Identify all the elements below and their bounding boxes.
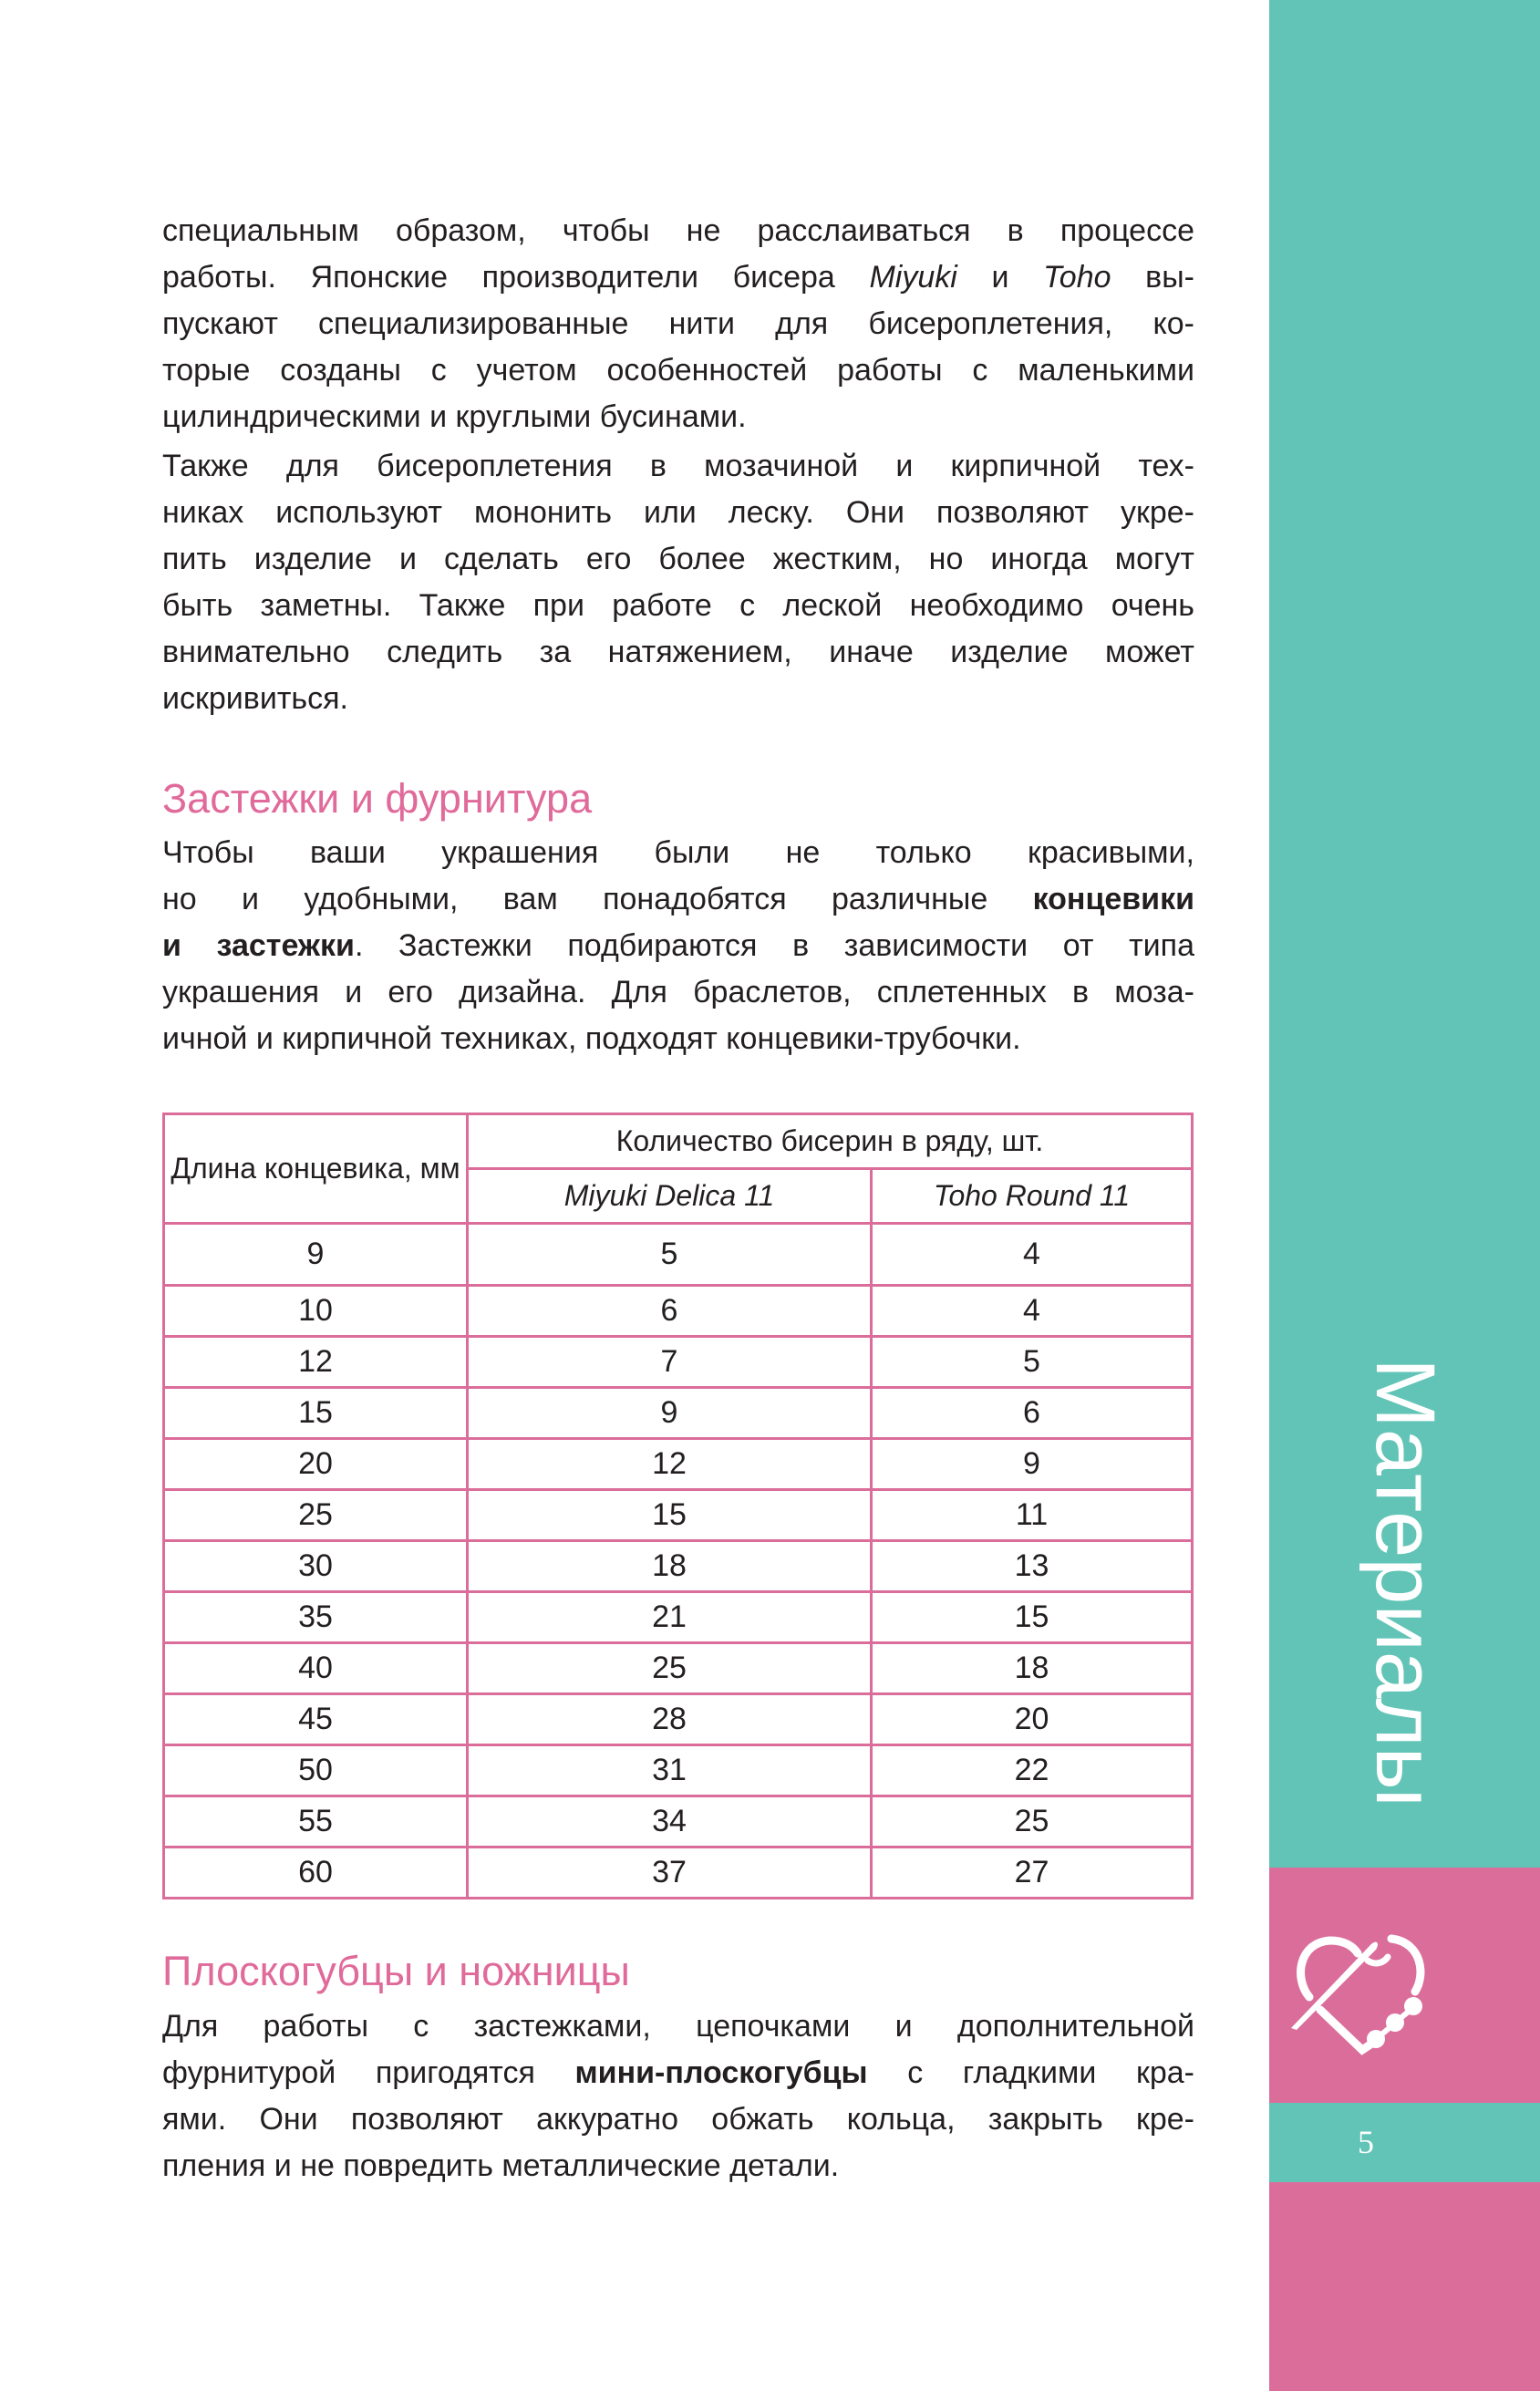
- table-row: [164, 1286, 1193, 1337]
- cell-miyuki: 18: [468, 1541, 872, 1592]
- cell-length: 9: [164, 1224, 468, 1286]
- text-segment: никах используют мононить или леску. Они позволяют укре-: [162, 495, 1194, 530]
- text-segment: Также для бисероплетения в мозачиной и кирпичной тех-: [162, 449, 1194, 483]
- table-row: [164, 1592, 1193, 1643]
- text-segment: ичной и кирпичной техниках, подходят концевики-трубочки.: [162, 1021, 1021, 1056]
- section-title-text: Материалы: [1358, 1357, 1452, 1807]
- cell-toho: 9: [872, 1439, 1193, 1490]
- text-segment: вы-: [1111, 260, 1194, 295]
- cell-miyuki: 7: [468, 1337, 872, 1388]
- text-line: [162, 583, 1194, 629]
- text-segment: пускают специализированные нити для бисероплетения, ко-: [162, 306, 1194, 341]
- bold-term: концевики: [1032, 882, 1194, 916]
- table-row: [164, 1643, 1193, 1694]
- text-line: [162, 676, 1194, 722]
- text-line: [162, 347, 1194, 394]
- cell-toho: 11: [872, 1490, 1193, 1541]
- text-segment: пить изделие и сделать его более жестким, но иногда могут: [162, 542, 1194, 576]
- text-line: [162, 876, 1194, 923]
- bold-term: и застежки: [162, 928, 355, 963]
- table-row: [164, 1388, 1193, 1439]
- bold-term: мини-плоскогубцы: [574, 2055, 868, 2090]
- cell-miyuki: 28: [468, 1694, 872, 1745]
- cell-toho: 22: [872, 1745, 1193, 1796]
- text-line: [162, 2143, 1194, 2189]
- table-row: [164, 1541, 1193, 1592]
- cell-length: 15: [164, 1388, 468, 1439]
- sidebar-pink-icon-band: [1269, 1868, 1540, 2103]
- text-line: [162, 969, 1194, 1016]
- text-segment: пления и не повредить металлические детали.: [162, 2148, 840, 2183]
- text-segment: цилиндрическими и круглыми бусинами.: [162, 399, 747, 434]
- text-line: [162, 2096, 1194, 2143]
- text-line: [162, 254, 1194, 301]
- paragraph-monofilament: [162, 443, 1194, 722]
- header-length: Длина концевика, мм: [164, 1114, 468, 1224]
- cell-toho: 4: [872, 1224, 1193, 1286]
- section-title: [1313, 1327, 1495, 1837]
- cell-length: 10: [164, 1286, 468, 1337]
- text-line: [162, 830, 1194, 876]
- table-row: [164, 1337, 1193, 1388]
- header-miyuki: Miyuki Delica 11: [468, 1169, 872, 1224]
- cell-miyuki: 6: [468, 1286, 872, 1337]
- heart-needle-beads-icon: [1289, 1933, 1435, 2061]
- cell-miyuki: 12: [468, 1439, 872, 1490]
- text-segment: искривиться.: [162, 681, 348, 716]
- cell-length: 12: [164, 1337, 468, 1388]
- cell-toho: 5: [872, 1337, 1193, 1388]
- text-line: [162, 301, 1194, 347]
- paragraph-clasps: [162, 830, 1194, 1062]
- table-row: [164, 1224, 1193, 1286]
- cell-toho: 13: [872, 1541, 1193, 1592]
- text-line: [162, 629, 1194, 676]
- cell-length: 35: [164, 1592, 468, 1643]
- text-segment: специальным образом, чтобы не расслаиваться в процессе: [162, 213, 1194, 248]
- cell-toho: 6: [872, 1388, 1193, 1439]
- text-segment: ями. Они позволяют аккуратно обжать кольца, закрыть кре-: [162, 2102, 1194, 2137]
- sidebar-pink-bottom: [1269, 2182, 1540, 2391]
- cell-toho: 18: [872, 1643, 1193, 1694]
- table-row: [164, 1745, 1193, 1796]
- cell-toho: 25: [872, 1796, 1193, 1848]
- heading-clasps: Застежки и фурнитура: [162, 775, 593, 822]
- cell-length: 55: [164, 1796, 468, 1848]
- cell-length: 45: [164, 1694, 468, 1745]
- cell-toho: 15: [872, 1592, 1193, 1643]
- paragraph-pliers: [162, 2003, 1194, 2189]
- text-line: [162, 2050, 1194, 2096]
- paragraph-threads: [162, 208, 1194, 440]
- cell-miyuki: 21: [468, 1592, 872, 1643]
- text-line: [162, 208, 1194, 254]
- header-toho: Toho Round 11: [872, 1169, 1193, 1224]
- header-bead-count: Количество бисерин в ряду, шт.: [468, 1114, 1193, 1169]
- text-segment: украшения и его дизайна. Для браслетов, сплетенных в моза-: [162, 975, 1194, 1009]
- text-segment: фурнитурой пригодятся: [162, 2055, 575, 2090]
- cell-miyuki: 5: [468, 1224, 872, 1286]
- table-row: [164, 1490, 1193, 1541]
- text-segment: и: [956, 260, 1044, 295]
- cell-toho: 4: [872, 1286, 1193, 1337]
- table-row: [164, 1848, 1193, 1899]
- text-segment: . Застежки подбираются в зависимости от типа: [354, 928, 1194, 963]
- cell-length: 30: [164, 1541, 468, 1592]
- text-segment: Для работы с застежками, цепочками и дополнительной: [162, 2009, 1194, 2044]
- text-line: [162, 490, 1194, 536]
- table-row: [164, 1439, 1193, 1490]
- cell-miyuki: 31: [468, 1745, 872, 1796]
- cell-length: 60: [164, 1848, 468, 1899]
- text-line: [162, 923, 1194, 969]
- text-line: [162, 1016, 1194, 1062]
- page-number: 5: [1358, 2124, 1374, 2160]
- cell-miyuki: 25: [468, 1643, 872, 1694]
- cell-length: 50: [164, 1745, 468, 1796]
- text-segment: внимательно следить за натяжением, иначе изделие может: [162, 635, 1194, 669]
- cell-miyuki: 34: [468, 1796, 872, 1848]
- text-line: [162, 394, 1194, 440]
- cell-length: 25: [164, 1490, 468, 1541]
- text-segment: с гладкими кра-: [867, 2055, 1194, 2090]
- cell-miyuki: 9: [468, 1388, 872, 1439]
- table-row: [164, 1796, 1193, 1848]
- text-line: [162, 536, 1194, 583]
- cell-miyuki: 37: [468, 1848, 872, 1899]
- italic-term: Toho: [1043, 260, 1111, 295]
- text-segment: быть заметны. Также при работе с леской необходимо очень: [162, 588, 1194, 623]
- text-segment: Чтобы ваши украшения были не только красивыми,: [162, 835, 1194, 870]
- endcap-table: [162, 1113, 1194, 1899]
- cell-miyuki: 15: [468, 1490, 872, 1541]
- table-row: [164, 1694, 1193, 1745]
- text-segment: торые созданы с учетом особенностей работы с маленькими: [162, 353, 1194, 388]
- cell-toho: 20: [872, 1694, 1193, 1745]
- text-line: [162, 443, 1194, 490]
- cell-length: 20: [164, 1439, 468, 1490]
- text-segment: работы. Японские производители бисера: [162, 260, 870, 295]
- heading-pliers: Плоскогубцы и ножницы: [162, 1948, 630, 1994]
- text-segment: но и удобными, вам понадобятся различные: [162, 882, 1033, 916]
- cell-toho: 27: [872, 1848, 1193, 1899]
- cell-length: 40: [164, 1643, 468, 1694]
- text-line: [162, 2003, 1194, 2050]
- italic-term: Miyuki: [869, 260, 957, 295]
